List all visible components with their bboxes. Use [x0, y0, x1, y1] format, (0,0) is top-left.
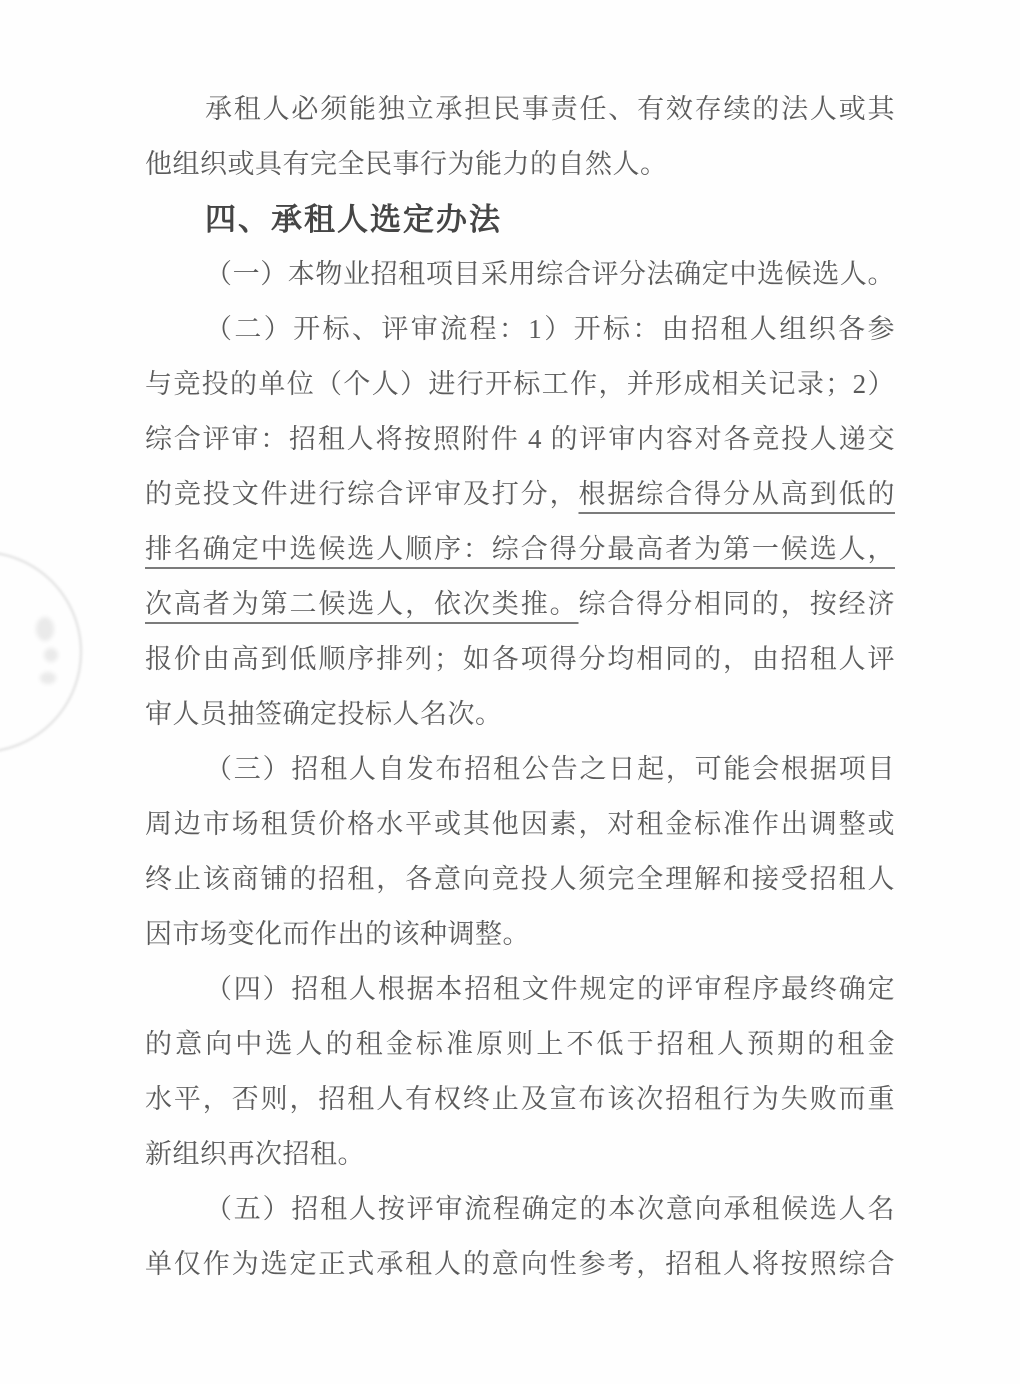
- text-segment: 单仅作为选定正式承租人的意向性参考，招租人将按照综合: [145, 1249, 895, 1279]
- text-segment: 终止该商铺的招租，各意向竞投人须完全理解和接受招租人: [145, 864, 895, 894]
- text-line: [145, 467, 895, 522]
- text-segment: 水平，否则，招租人有权终止及宣布该次招租行为失败而重: [145, 1084, 895, 1114]
- text-segment: （四）招租人根据本招租文件规定的评审程序最终确定: [205, 974, 895, 1004]
- text-line: [145, 1237, 895, 1292]
- text-segment: 承租人必须能独立承担民事责任、有效存续的法人或其: [205, 94, 895, 124]
- text-line: [145, 797, 895, 852]
- underlined-text-segment: 根据综合得分从高到低的: [578, 479, 895, 509]
- text-line: [145, 1127, 895, 1182]
- text-line: [145, 357, 895, 412]
- text-line: [145, 412, 895, 467]
- text-line: [145, 1182, 895, 1237]
- text-line: [145, 137, 895, 192]
- section-heading: [145, 192, 895, 247]
- underlined-text-segment: 排名确定中选候选人顺序：综合得分最高者为第一候选人，: [145, 534, 895, 564]
- text-segment: 与竞投的单位（个人）进行开标工作，并形成相关记录；2）: [145, 369, 895, 399]
- text-line: [145, 302, 895, 357]
- stamp-smudge: [44, 648, 58, 662]
- stamp-smudge: [40, 672, 56, 684]
- text-segment: 报价由高到低顺序排列；如各项得分均相同的，由招租人评: [145, 644, 895, 674]
- text-line: [145, 522, 895, 577]
- heading-text: 四、承租人选定办法: [205, 202, 502, 237]
- text-line: [145, 247, 895, 302]
- text-segment: （一）本物业招租项目采用综合评分法确定中选候选人。: [205, 259, 895, 289]
- text-line: [145, 632, 895, 687]
- text-segment: 审人员抽签确定投标人名次。: [145, 699, 503, 729]
- document-body: [145, 82, 895, 1292]
- text-segment: （三）招租人自发布招租公告之日起，可能会根据项目: [205, 754, 895, 784]
- stamp-smudge: [36, 617, 54, 641]
- text-segment: 综合得分相同的，按经济: [578, 589, 895, 619]
- text-segment: （二）开标、评审流程：1）开标：由招租人组织各参: [205, 314, 895, 344]
- text-line: [145, 962, 895, 1017]
- text-segment: 他组织或具有完全民事行为能力的自然人。: [145, 149, 668, 179]
- text-line: [145, 687, 895, 742]
- text-line: [145, 907, 895, 962]
- text-line: [145, 577, 895, 632]
- stamp-watermark: [0, 551, 82, 753]
- underlined-text-segment: 次高者为第二候选人，依次类推。: [145, 589, 579, 619]
- text-line: [145, 1072, 895, 1127]
- text-segment: 因市场变化而作出的该种调整。: [145, 919, 530, 949]
- text-line: [145, 742, 895, 797]
- text-segment: 的竞投文件进行综合评审及打分，: [145, 479, 579, 509]
- text-line: [145, 82, 895, 137]
- text-segment: （五）招租人按评审流程确定的本次意向承租候选人名: [205, 1194, 895, 1224]
- text-segment: 综合评审：招租人将按照附件 4 的评审内容对各竞投人递交: [145, 424, 895, 454]
- text-line: [145, 852, 895, 907]
- text-line: [145, 1017, 895, 1072]
- text-segment: 的意向中选人的租金标准原则上不低于招租人预期的租金: [145, 1029, 895, 1059]
- text-segment: 新组织再次招租。: [145, 1139, 365, 1169]
- text-segment: 周边市场租赁价格水平或其他因素，对租金标准作出调整或: [145, 809, 895, 839]
